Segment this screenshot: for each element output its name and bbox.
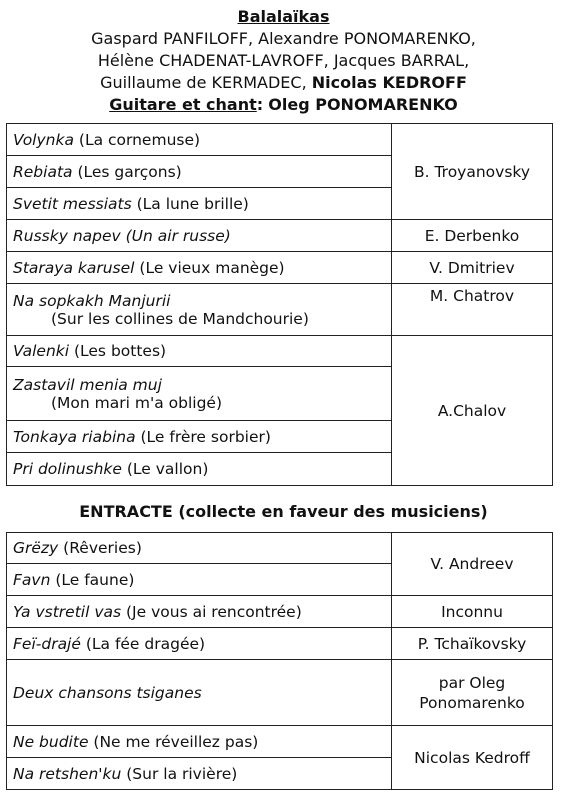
table-row	[7, 252, 553, 284]
musicians-line-3	[0, 72, 567, 94]
piece-cell: Deux chansons tsiganes	[7, 660, 392, 726]
guitar-vocals-line	[0, 94, 567, 116]
guitar-vocals-label: Guitare et chant	[109, 95, 257, 114]
piece-cell: Valenki (Les bottes)	[7, 336, 392, 367]
intermission-heading: ENTRACTE (collecte en faveur des musiciens)	[79, 502, 488, 521]
piece-cell: Volynka (La cornemuse)	[7, 124, 392, 156]
composer-cell: Inconnu	[392, 596, 553, 628]
piece-cell: Ya vstretil vas (Je vous ai rencontrée)	[7, 596, 392, 628]
guitar-vocals-sep: :	[256, 95, 264, 114]
composer-cell: E. Derbenko	[392, 220, 553, 252]
table-row	[7, 284, 553, 336]
piece-cell: Ne budite (Ne me réveillez pas)	[7, 726, 392, 758]
musicians-line-3-bold: Nicolas KEDROFF	[311, 73, 467, 92]
piece-cell: Staraya karusel (Le vieux manège)	[7, 252, 392, 284]
piece-cell: Rebiata (Les garçons)	[7, 156, 392, 188]
piece-cell: Feï-drajé (La fée dragée)	[7, 628, 392, 660]
musicians-line-1: Gaspard PANFILOFF, Alexandre PONOMARENKO,	[91, 29, 476, 48]
composer-cell: V. Andreev	[392, 533, 553, 596]
table-row	[7, 220, 553, 252]
composer-cell: V. Dmitriev	[392, 252, 553, 284]
composer-cell: Nicolas Kedroff	[392, 726, 553, 790]
piece-cell: Russky napev (Un air russe)	[7, 220, 392, 252]
table-row	[7, 336, 553, 367]
musicians-line-2: Hélène CHADENAT-LAVROFF, Jacques BARRAL,	[97, 51, 470, 70]
table-row	[7, 533, 553, 564]
ensemble-title: Balalaïkas	[237, 7, 330, 26]
table-row	[7, 660, 553, 726]
composer-cell: B. Troyanovsky	[392, 124, 553, 220]
composer-cell: P. Tchaïkovsky	[392, 628, 553, 660]
composer-cell: M. Chatrov	[392, 284, 553, 336]
table-row	[7, 596, 553, 628]
piece-cell: Svetit messiats (La lune brille)	[7, 188, 392, 220]
piece-cell: Na sopkakh Manjurii (Sur les collines de Mandchourie)	[7, 284, 392, 336]
piece-cell: Zastavil menia muj (Mon mari m'a obligé)	[7, 367, 392, 421]
program-header	[0, 6, 567, 116]
composer-cell: A.Chalov	[392, 336, 553, 486]
composer-cell: par Oleg Ponomarenko	[392, 660, 553, 726]
program-table-part-1	[6, 123, 553, 486]
piece-cell: Na retshen'ku (Sur la rivière)	[7, 758, 392, 790]
table-row	[7, 726, 553, 758]
piece-cell: Pri dolinushke (Le vallon)	[7, 453, 392, 486]
piece-cell: Tonkaya riabina (Le frère sorbier)	[7, 421, 392, 453]
guitar-vocals-name: Oleg PONOMARENKO	[268, 95, 458, 114]
musicians-line-3-plain: Guillaume de KERMADEC,	[100, 73, 307, 92]
table-row	[7, 628, 553, 660]
table-row	[7, 124, 553, 156]
piece-cell: Grëzy (Rêveries)	[7, 533, 392, 564]
piece-cell: Favn (Le faune)	[7, 564, 392, 596]
program-table-part-2	[6, 532, 553, 790]
